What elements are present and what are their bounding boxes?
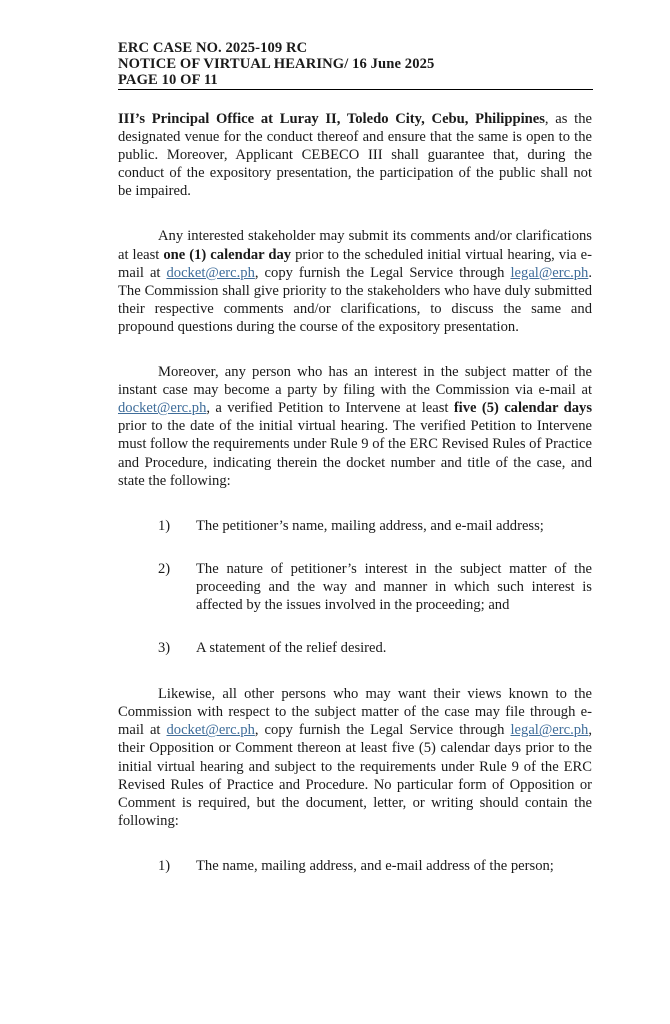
docket-email-link[interactable]: docket@erc.ph	[118, 400, 207, 417]
docket-email-link[interactable]: docket@erc.ph	[166, 722, 255, 739]
paragraph-intervene	[118, 363, 592, 490]
docket-email-link[interactable]: docket@erc.ph	[166, 264, 255, 281]
list-item-text: The name, mailing address, and e-mail address of the person;	[196, 857, 554, 874]
list-item-text: A statement of the relief desired.	[196, 640, 387, 657]
list-item	[158, 857, 592, 875]
list-item-number: 1)	[158, 517, 171, 534]
opposition-text-a: Likewise, all other persons who may want their views known to the Commission with respect to the subject matter of the case may file through e-mail at	[118, 686, 592, 739]
list-item-number: 2)	[158, 560, 171, 577]
venue-text: , as the designated venue for the conduct thereof and ensure that the same is open to the public. Moreover, Applicant CEBECO III shall guarantee that, during the conduct of the expository presentation, the participation of the public shall not be impaired.	[118, 111, 593, 200]
list-item-text: The petitioner’s name, mailing address, and e-mail address;	[196, 517, 544, 534]
list-item-text: The nature of petitioner’s interest in the subject matter of the proceeding and the way and manner in which such interest is affected by the issues involved in the proceeding; and	[196, 560, 592, 613]
intervene-text-a: Moreover, any person who has an interest in the subject matter of the instant case may become a party by filing with the Commission via e-mail at	[118, 364, 592, 399]
opposition-requirements-list	[118, 857, 592, 875]
paragraph-opposition	[118, 685, 592, 830]
list-item-number: 3)	[158, 640, 171, 657]
paragraph-comments	[118, 227, 592, 336]
comments-text-b: prior to the scheduled initial virtual hearing, via e-mail at	[118, 246, 592, 281]
comments-bold-text: one (1) calendar day	[163, 246, 292, 263]
document-body	[118, 110, 592, 900]
opposition-text-c: , their Opposition or Comment thereon at least five (5) calendar days prior to the initial virtual hearing and subject to the requirements under Rule 9 of the ERC Revised Rules of Practice and Procedure. No particular form of Opposition or Comment is required, but the document, letter, or writing should contain the following:	[118, 722, 592, 829]
comments-text-c: , copy furnish the Legal Service through	[254, 264, 511, 281]
opposition-text-b: , copy furnish the Legal Service through	[254, 722, 511, 739]
intervene-bold-text: five (5) calendar days	[453, 400, 592, 417]
legal-email-link[interactable]: legal@erc.ph	[510, 264, 589, 281]
petition-requirements-list	[118, 517, 592, 657]
intervene-text-b: , a verified Petition to Intervene at least	[206, 400, 454, 417]
notice-title: NOTICE OF VIRTUAL HEARING/ 16 June 2025	[118, 56, 435, 72]
paragraph-venue	[118, 110, 592, 200]
page-header	[118, 40, 593, 90]
page-number: PAGE 10 OF 11	[118, 72, 218, 88]
comments-text-d: . The Commission shall give priority to the stakeholders who have duly submitted their respective comments and/or clarifications, to discuss the same and propound questions during the course of the expository presentation.	[118, 264, 592, 335]
venue-bold-text: III’s Principal Office at Luray II, Toledo City, Cebu, Philippines	[118, 111, 545, 127]
header-divider	[118, 89, 593, 90]
legal-email-link[interactable]: legal@erc.ph	[510, 722, 589, 739]
case-number: ERC CASE NO. 2025-109 RC	[118, 40, 308, 56]
comments-text-a: Any interested stakeholder may submit its comments and/or clarifications at least	[118, 228, 592, 263]
list-item	[158, 560, 592, 614]
intervene-text-c: prior to the date of the initial virtual hearing. The verified Petition to Intervene must follow the requirements under Rule 9 of the ERC Revised Rules of Practice and Procedure, indicating therein the docket number and title of the case, and state the following:	[118, 418, 592, 489]
list-item	[158, 517, 592, 535]
list-item-number: 1)	[158, 857, 171, 874]
list-item	[158, 639, 592, 657]
